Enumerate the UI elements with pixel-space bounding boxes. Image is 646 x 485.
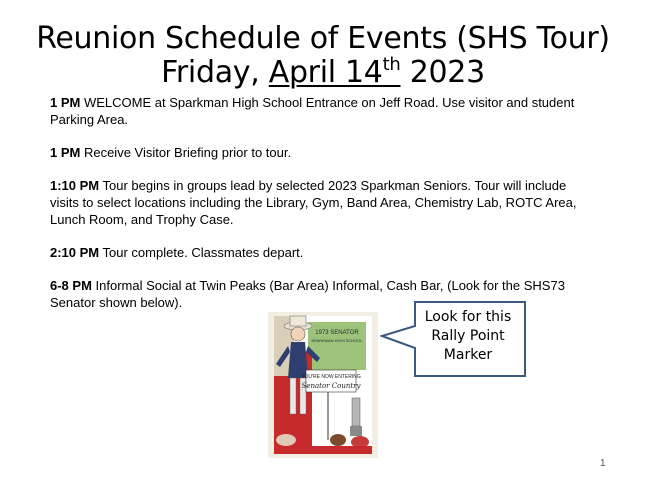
callout-line-2: Rally Point bbox=[431, 328, 505, 344]
slide-title: Reunion Schedule of Events (SHS Tour) bbox=[36, 21, 610, 56]
poster-school-name: SPARKMAN HIGH SCHOOL bbox=[311, 338, 363, 343]
senator-marker-photo bbox=[268, 312, 378, 458]
senator-poster-illustration bbox=[268, 312, 378, 458]
page-number: 1 bbox=[600, 458, 606, 469]
event-time: 1 PM bbox=[50, 95, 81, 110]
event-description: Informal Social at Twin Peaks (Bar Area) Informal, Cash Bar, (Look for the SHS73 Senator shown below). bbox=[50, 278, 565, 310]
date-month-day: April 14 bbox=[268, 55, 383, 90]
event-time: 6-8 PM bbox=[50, 278, 92, 293]
slide-subtitle-date bbox=[0, 56, 646, 90]
event-time: 2:10 PM bbox=[50, 245, 100, 260]
event-time: 1:10 PM bbox=[50, 178, 100, 193]
event-item bbox=[50, 144, 595, 161]
event-item bbox=[50, 244, 595, 261]
date-ordinal-suffix: th bbox=[382, 54, 401, 75]
callout-line-3: Marker bbox=[443, 347, 493, 363]
event-item bbox=[50, 177, 595, 228]
event-item bbox=[50, 94, 595, 128]
event-time: 1 PM bbox=[50, 145, 81, 160]
event-description: Tour begins in groups lead by selected 2023 Sparkman Seniors. Tour will include visits to select locations including the Library, Gym, Band Area, Chemistry Lab, ROTC Area, Lunch Room, and Trophy Case. bbox=[50, 178, 577, 227]
event-description: WELCOME at Sparkman High School Entrance on Jeff Road. Use visitor and student Parking Area. bbox=[50, 95, 575, 127]
poster-sign-line2: Senator Country bbox=[301, 382, 361, 390]
rally-point-callout bbox=[380, 300, 528, 382]
event-schedule bbox=[50, 94, 595, 327]
callout-line-1: Look for this bbox=[424, 309, 512, 325]
poster-sign-line1: YOU'RE NOW ENTERING bbox=[301, 374, 361, 380]
date-year: 2023 bbox=[400, 55, 485, 90]
callout-text bbox=[416, 308, 520, 365]
event-description: Receive Visitor Briefing prior to tour. bbox=[80, 145, 292, 160]
date-underlined bbox=[269, 55, 401, 90]
event-description: Tour complete. Classmates depart. bbox=[99, 245, 304, 260]
date-prefix: Friday, bbox=[161, 55, 269, 90]
poster-headline: 1973 SENATOR bbox=[315, 330, 359, 336]
